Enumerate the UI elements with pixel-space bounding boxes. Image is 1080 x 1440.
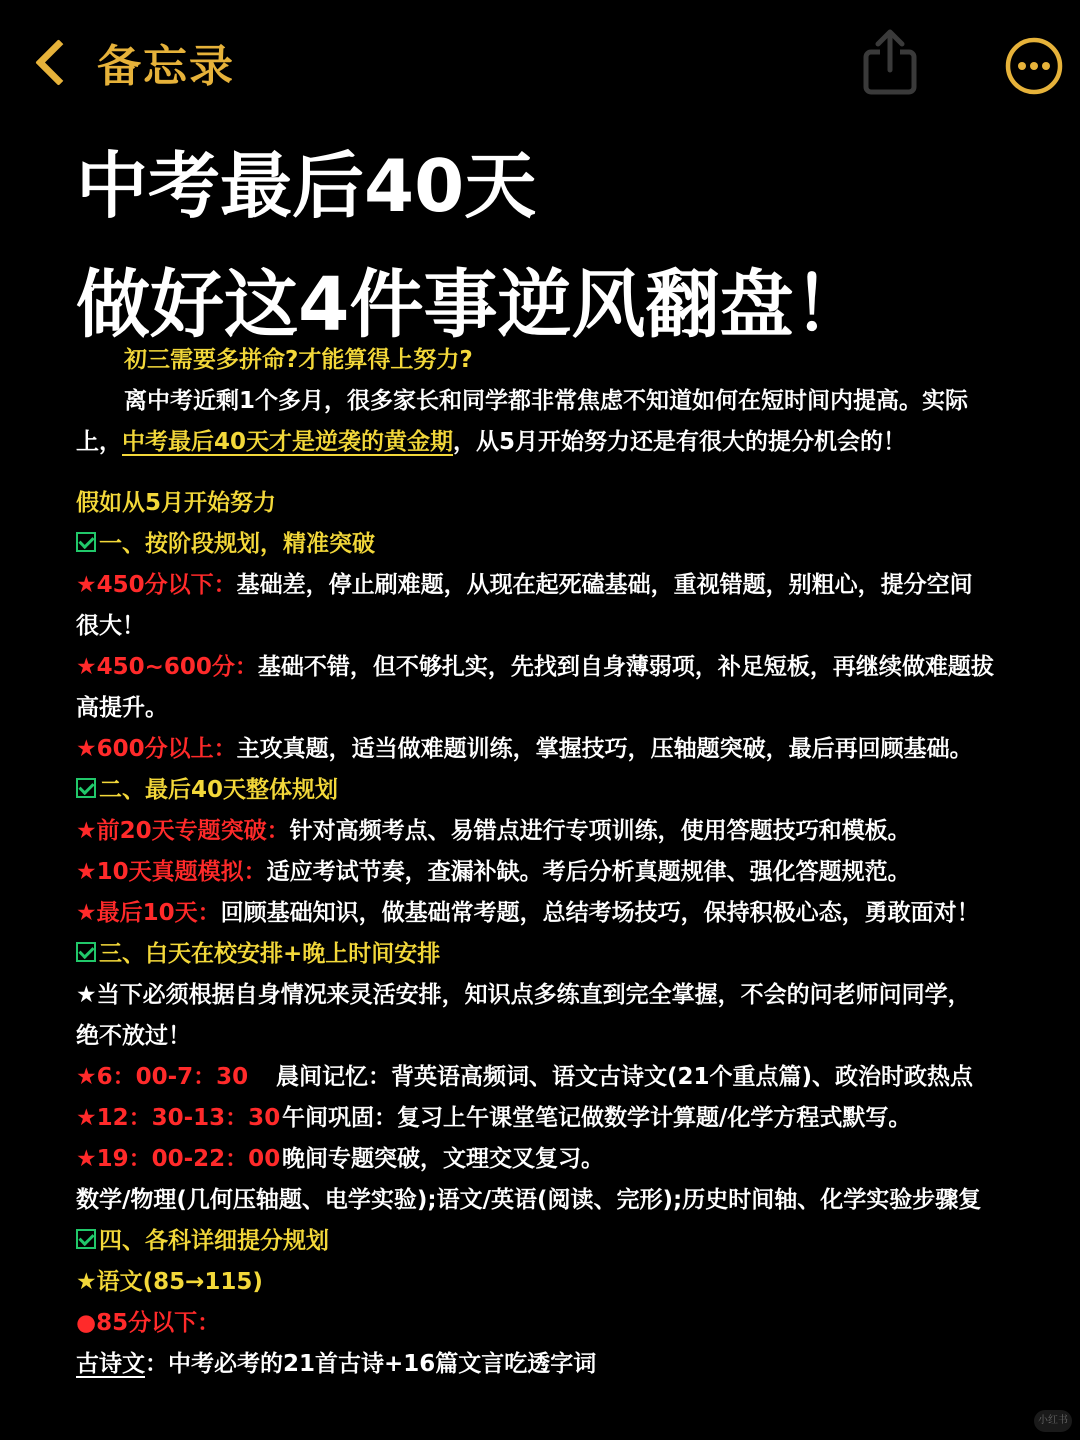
item-text: 适应考试节奏，查漏补缺。考后分析真题规律、强化答题规范。 (266, 859, 911, 885)
heading-text: 三、白天在校安排+晚上时间安排 (99, 941, 441, 967)
chevron-left-icon (35, 39, 82, 86)
time-label: ★12：30-13：30 (76, 1105, 281, 1131)
heading-text: 一、按阶段规划，精准突破 (99, 531, 375, 557)
list-item (76, 852, 1016, 893)
item-text: 基础差，停止刷难题，从现在起死磕基础，重视错题，别粗心，提分空间 (236, 572, 973, 598)
back-button[interactable] (28, 30, 235, 94)
checkbox-checked-icon (76, 532, 96, 552)
poem-line (76, 1344, 1016, 1385)
note-title-line2: 做好这4件事逆风翻盘！ (76, 262, 868, 348)
watermark-logo: 小红书 (1034, 1410, 1072, 1432)
time-label: ★6：00-7：30 (76, 1064, 249, 1090)
item-label: ★450~600分： (76, 654, 258, 680)
item-label: ★前20天专题突破： (76, 818, 290, 844)
section-heading-3 (76, 934, 1016, 975)
list-item (76, 729, 1016, 770)
section-heading-2 (76, 770, 1016, 811)
item-label: ★10天真题模拟： (76, 859, 267, 885)
share-icon[interactable] (858, 28, 922, 96)
more-icon[interactable] (1005, 37, 1063, 95)
intro-text: 上， (76, 429, 122, 455)
back-label: 备忘录 (97, 41, 235, 92)
list-item (76, 647, 1016, 688)
list-item-continuation: 很大！ (76, 613, 145, 639)
item-text: 针对高频考点、易错点进行专项训练，使用答题技巧和模板。 (289, 818, 911, 844)
heading-text: 二、最后40天整体规划 (99, 777, 339, 803)
note-body (76, 340, 1016, 1385)
intro-paragraph-line1: 离中考近剩1个多月，很多家长和同学都非常焦虑不知道如何在短时间内提高。实际 (124, 388, 969, 414)
item-text: 基础不错，但不够扎实，先找到自身薄弱项，补足短板，再继续做难题拔 (257, 654, 994, 680)
schedule-item (76, 1139, 1016, 1180)
intro-text-end: ，从5月开始努力还是有很大的提分机会的！ (453, 429, 907, 455)
schedule-text: 午间巩固：复习上午课堂笔记做数学计算题/化学方程式默写。 (282, 1105, 912, 1131)
intro-paragraph-line2 (76, 422, 1016, 463)
note-line: 绝不放过！ (76, 1023, 191, 1049)
subject-title: ★语文(85→115) (76, 1269, 263, 1295)
schedule-item (76, 1098, 1016, 1139)
section-header: 假如从5月开始努力 (76, 490, 277, 516)
checkbox-checked-icon (76, 778, 96, 798)
schedule-text: 晨间记忆：背英语高频词、语文古诗文(21个重点篇)、政治时政热点 (276, 1064, 974, 1090)
time-label: ★19：00-22：00 (76, 1146, 281, 1172)
item-label: ★600分以上： (76, 736, 237, 762)
score-level: ●85分以下： (76, 1310, 221, 1336)
list-item-continuation: 高提升。 (76, 695, 168, 721)
intro-question: 初三需要多拼命?才能算得上努力? (124, 347, 473, 373)
section-heading-4 (76, 1221, 1016, 1262)
list-item (76, 565, 1016, 606)
checkbox-checked-icon (76, 942, 96, 962)
note-title-line1: 中考最后40天 (76, 144, 537, 228)
intro-highlight: 中考最后40天才是逆袭的黄金期 (122, 429, 454, 455)
item-label: ★450分以下： (76, 572, 237, 598)
item-text: 主攻真题，适当做难题训练，掌握技巧，压轴题突破，最后再回顾基础。 (236, 736, 973, 762)
list-item (76, 893, 1016, 934)
item-text: 回顾基础知识，做基础常考题，总结考场技巧，保持积极心态，勇敢面对！ (220, 900, 980, 926)
top-navigation-bar (0, 0, 1080, 120)
schedule-text: 晚间专题突破，文理交叉复习。 (282, 1146, 604, 1172)
subjects-line: 数学/物理(几何压轴题、电学实验);语文/英语(阅读、完形);历史时间轴、化学实验步骤复 (76, 1187, 982, 1213)
item-label: ★最后10天： (76, 900, 221, 926)
schedule-item (76, 1057, 1016, 1098)
checkbox-checked-icon (76, 1229, 96, 1249)
poem-text: ：中考必考的21首古诗+16篇文言吃透字词 (145, 1351, 597, 1377)
list-item (76, 811, 1016, 852)
poem-label: 古诗文 (76, 1351, 145, 1377)
heading-text: 四、各科详细提分规划 (99, 1228, 329, 1254)
note-line: ★当下必须根据自身情况来灵活安排，知识点多练直到完全掌握，不会的问老师问同学， (76, 982, 971, 1008)
section-heading-1 (76, 524, 1016, 565)
